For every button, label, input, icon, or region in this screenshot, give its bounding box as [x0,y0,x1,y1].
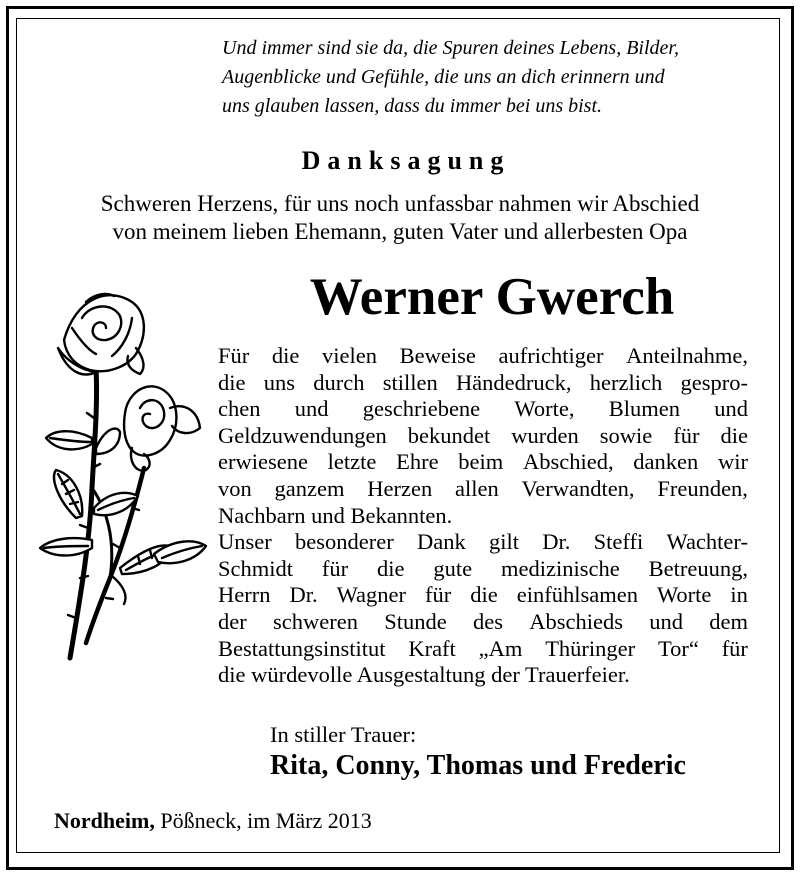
body-word: Anteilnahme, [626,343,748,368]
body-word: besonderer [295,529,394,555]
body-word: Verwandten, [521,475,635,501]
body-word: Steffi [593,529,644,555]
body-word: Thüringer [545,635,636,661]
body-word: Kraft [408,635,456,661]
place-town: Nordheim, [54,808,155,833]
signature-names: Rita, Conny, Thomas und Frederic [270,750,686,781]
place-date [54,808,372,834]
body-line [218,609,748,636]
body-word: Blumen [608,396,680,422]
body-word: Worte, [514,396,575,422]
body-line [218,449,748,476]
body-word: und [649,608,683,634]
body-word: Worte [656,582,712,608]
body-word: geschriebene [362,396,481,422]
signature-label: In stiller Trauer: [270,722,417,747]
body-line [218,529,748,556]
body-word: Betreuung, [648,555,748,581]
body-word: uns [263,369,295,395]
body-word: und [294,396,329,422]
body-line: Nachbarn und Bekannten. [218,502,453,528]
body-word: für [425,582,452,608]
body-word: beim [458,449,504,475]
body-word: Beweise [399,343,476,368]
place-rest: Pößneck, im März 2013 [154,808,372,833]
body-word: die [377,555,405,581]
body-word: danken [633,449,699,475]
body-word: letzte [327,449,377,475]
body-word: Dank [416,529,466,555]
body-word: chen [218,396,261,422]
body-word: und [714,396,748,422]
body-line [218,343,748,370]
heading-danksagung: Danksagung [301,146,511,175]
body-word: sowie [599,422,653,448]
body-word: Geldzuwendungen [218,422,387,448]
motto-quote [222,34,762,121]
body-line [218,582,748,609]
body-word: für [673,422,700,448]
body-word: Ehre [396,449,439,475]
body-line [218,423,748,450]
body-word: Abschieds [529,608,623,634]
body-word: bekundet [407,422,491,448]
body-word: gilt [488,529,519,555]
body-line [218,636,748,663]
motto-line: Augenblicke und Gefühle, die uns an dich erinnern und [222,66,665,88]
body-line [218,396,748,423]
motto-line: uns glauben lassen, dass du immer bei uns bist. [222,95,602,117]
body-word: Wagner [336,582,407,608]
intro-line: von meinem lieben Ehemann, guten Vater und allerbesten Opa [112,219,688,244]
body-word: die [218,369,246,395]
body-word: wurden [511,422,579,448]
intro-text [0,190,800,246]
thanks-body [218,343,748,689]
body-word: „Am [478,635,523,661]
body-word: des [472,608,503,634]
body-word: für [721,635,748,661]
body-word: Unser [218,529,272,555]
body-word: Tor“ [657,635,699,661]
body-word: stillen [382,369,438,395]
motto-line: Und immer sind sie da, die Spuren deines Lebens, Bilder, [222,37,679,59]
body-word: in [730,582,748,608]
body-word: ganzem [274,475,345,501]
body-word: Wachter- [666,529,748,555]
body-word: herzlich [589,369,663,395]
body-word: Dr. [542,529,571,555]
body-word: durch [313,369,365,395]
body-word: Händedruck, [455,369,572,395]
body-word: aufrichtiger [498,343,604,368]
body-line [218,556,748,583]
body-word: von [218,475,252,501]
body-word: dem [709,608,748,634]
body-word: die [720,422,748,448]
body-word: Bestattungsinstitut [218,635,386,661]
body-word: Stunde [384,608,447,634]
body-word: für [321,555,349,581]
body-word: die [470,582,498,608]
body-word: medizinische [501,555,620,581]
body-line [218,370,748,397]
intro-line: Schweren Herzens, für uns noch unfassbar nahmen wir Abschied [100,191,700,216]
deceased-name: Werner Gwerch [309,268,675,326]
body-word: erwiesene [218,449,308,475]
body-word: Für [218,343,250,368]
body-word: Schmidt [218,555,294,581]
body-word: einfühlsamen [516,582,638,608]
body-word: Herzen [367,475,433,501]
body-word: allen [454,475,499,501]
body-word: Freunden, [657,475,748,501]
body-word: schweren [272,608,358,634]
body-word: Abschied, [522,449,614,475]
body-word: gute [433,555,473,581]
body-word: wir [717,449,748,475]
body-line: die würdevolle Ausgestaltung der Trauerfeier. [218,662,630,688]
body-line [218,476,748,503]
rose-icon [36,278,212,670]
body-word: vielen [322,343,378,368]
body-word: Herrn [218,582,271,608]
body-word: der [218,608,247,634]
body-word: Dr. [289,582,318,608]
body-word: die [271,343,300,368]
body-word: gespro- [680,369,748,395]
